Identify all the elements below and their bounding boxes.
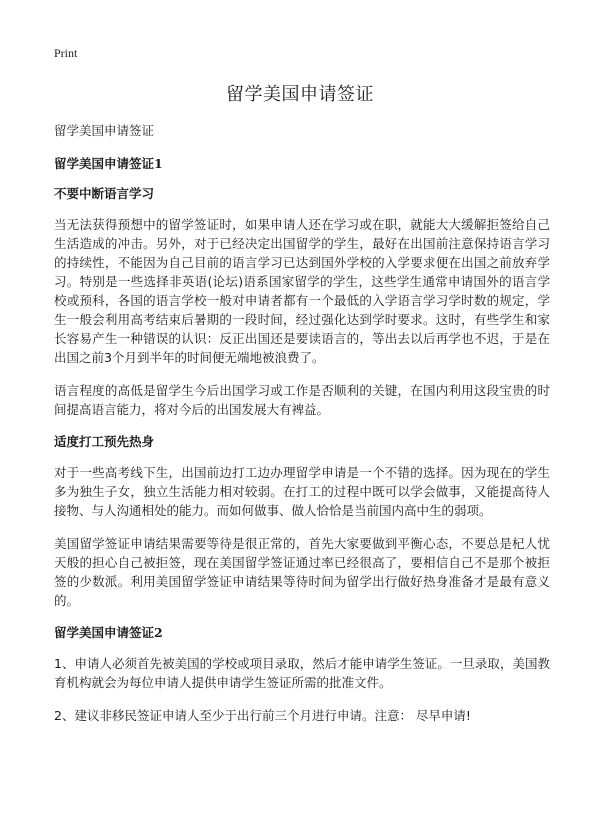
paragraph: 语言程度的高低是留学生今后出国学习或工作是否顺利的关键，在国内利用这段宝贵的时间提高语言能力，将对今后的出国发展大有裨益。	[54, 383, 550, 417]
paragraph: 当无法获得预想中的留学签证时，如果申请人还在学习或在职，就能大大缓解拒签给自己生活造成的冲击。另外，对于已经决定出国留学的学生，最好在出国前注意保持语言学习的持续性，不能因为自己目前的语言学习已达到国外学校的入学要求便在出国之前放弃学习。特别是一些选择非英语(论坛)语系国家留学的学生，这些学生通常申请国外的语言学校或预科，各国的语言学校一般对申请者都有一个最低的入学语言学习学时数的规定，学生一般会利用高考结束后暑期的一段时间，经过强化达到学时要求。这时，有些学生和家长容易产生一种错误的认识：反正出国还是要读语言的，等出去以后再学也不迟，于是在出国之前3个月到半年的时间便无端地被浪费了。	[54, 217, 550, 365]
print-link[interactable]: Print	[54, 46, 78, 60]
paragraph: 1、申请人必须首先被美国的学校或项目录取，然后才能申请学生签证。一旦录取，美国教育机构就会为每位申请人提供申请学生签证所需的批准文件。	[54, 656, 550, 690]
document-body	[54, 122, 550, 739]
document-title: 留学美国申请签证	[226, 84, 374, 105]
subsection-heading-language: 不要中断语言学习	[54, 186, 155, 201]
section-heading-2: 留学美国申请签证2	[54, 625, 163, 640]
paragraph: 美国留学签证申请结果需要等待是很正常的，首先大家要做到平衡心态，不要总是杞人忧天般的担心自己被拒签，现在美国留学签证通过率已经很高了，要相信自己不是那个被拒签的少数派。利用美国留学签证申请结果等待时间为留学出行做好热身准备才是最有意义的。	[54, 536, 550, 608]
subsection-heading-work: 适度打工预先热身	[54, 434, 155, 449]
document-subtitle: 留学美国申请签证	[54, 123, 155, 138]
paragraph: 2、建议非移民签证申请人至少于出行前三个月进行申请。注意： 尽早申请!	[54, 708, 471, 723]
section-heading-1: 留学美国申请签证1	[54, 156, 163, 171]
paragraph: 对于一些高考线下生，出国前边打工边办理留学申请是一个不错的选择。因为现在的学生多为独生子女，独立生活能力相对较弱。在打工的过程中既可以学会做事，又能提高待人接物、与人沟通相处的能力。而如何做事、做人恰恰是当前国内高中生的弱项。	[54, 465, 550, 518]
